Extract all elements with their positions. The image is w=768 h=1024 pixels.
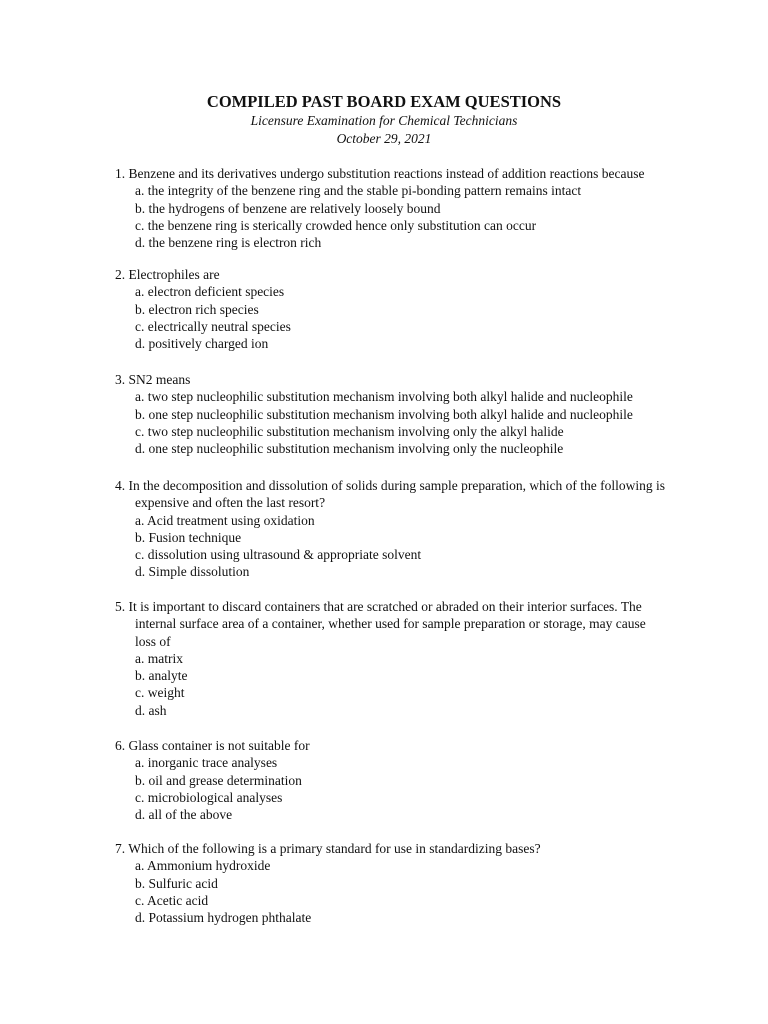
option-a: a. two step nucleophilic substitution mechanism involving both alkyl halide and nucleophile [135,389,633,405]
option-b: b. analyte [135,668,188,684]
question-1 [115,165,695,251]
question-7 [115,840,695,926]
question-stem-continuation: expensive and often the last resort? [135,495,326,511]
option-d: d. ash [135,702,167,718]
question-2 [115,266,695,352]
question-5 [115,598,695,719]
option-c: c. weight [135,685,185,701]
option-a: a. electron deficient species [135,284,285,300]
question-stem: 6. Glass container is not suitable for [115,738,310,753]
option-b: b. oil and grease determination [135,772,302,788]
option-c: c. Acetic acid [135,892,209,908]
option-d: d. the benzene ring is electron rich [135,235,322,251]
option-d: d. one step nucleophilic substitution mechanism involving only the nucleophile [135,441,564,457]
exam-date: October 29, 2021 [336,131,432,146]
question-stem: 1. Benzene and its derivatives undergo substitution reactions instead of addition reactions because [115,166,645,181]
option-c: c. electrically neutral species [135,318,291,334]
option-b: b. Fusion technique [135,529,242,545]
page-title: COMPILED PAST BOARD EXAM QUESTIONS [206,92,562,111]
question-stem: 7. Which of the following is a primary standard for use in standardizing bases? [115,841,541,856]
option-c: c. the benzene ring is sterically crowded hence only substitution can occur [135,217,537,233]
question-4 [115,477,695,581]
option-d: d. Simple dissolution [135,564,250,580]
question-stem: 2. Electrophiles are [115,267,220,282]
option-a: a. matrix [135,650,183,666]
question-stem: 5. It is important to discard containers that are scratched or abraded on their interior surfaces. The [115,599,642,614]
option-b: b. electron rich species [135,301,259,317]
question-stem: 3. SN2 means [115,372,191,387]
question-6 [115,737,695,823]
exam-subtitle: Licensure Examination for Chemical Technicians [250,113,518,128]
option-a: a. inorganic trace analyses [135,755,278,771]
option-d: d. Potassium hydrogen phthalate [135,910,312,926]
question-stem: 4. In the decomposition and dissolution of solids during sample preparation, which of the following is [115,478,666,493]
option-c: c. microbiological analyses [135,789,283,805]
question-3 [115,371,695,457]
question-stem-continuation: internal surface area of a container, whether used for sample preparation or storage, may cause [135,616,646,632]
option-d: d. all of the above [135,807,233,823]
option-b: b. the hydrogens of benzene are relatively loosely bound [135,200,441,216]
option-c: c. two step nucleophilic substitution mechanism involving only the alkyl halide [135,423,564,439]
option-c: c. dissolution using ultrasound & appropriate solvent [135,547,422,563]
option-a: a. Acid treatment using oxidation [135,512,315,528]
option-a: a. the integrity of the benzene ring and the stable pi-bonding pattern remains intact [135,183,582,199]
option-b: b. Sulfuric acid [135,875,218,891]
option-b: b. one step nucleophilic substitution mechanism involving both alkyl halide and nucleophile [135,406,633,422]
option-d: d. positively charged ion [135,336,269,352]
question-stem-continuation: loss of [135,633,171,649]
option-a: a. Ammonium hydroxide [135,858,271,874]
